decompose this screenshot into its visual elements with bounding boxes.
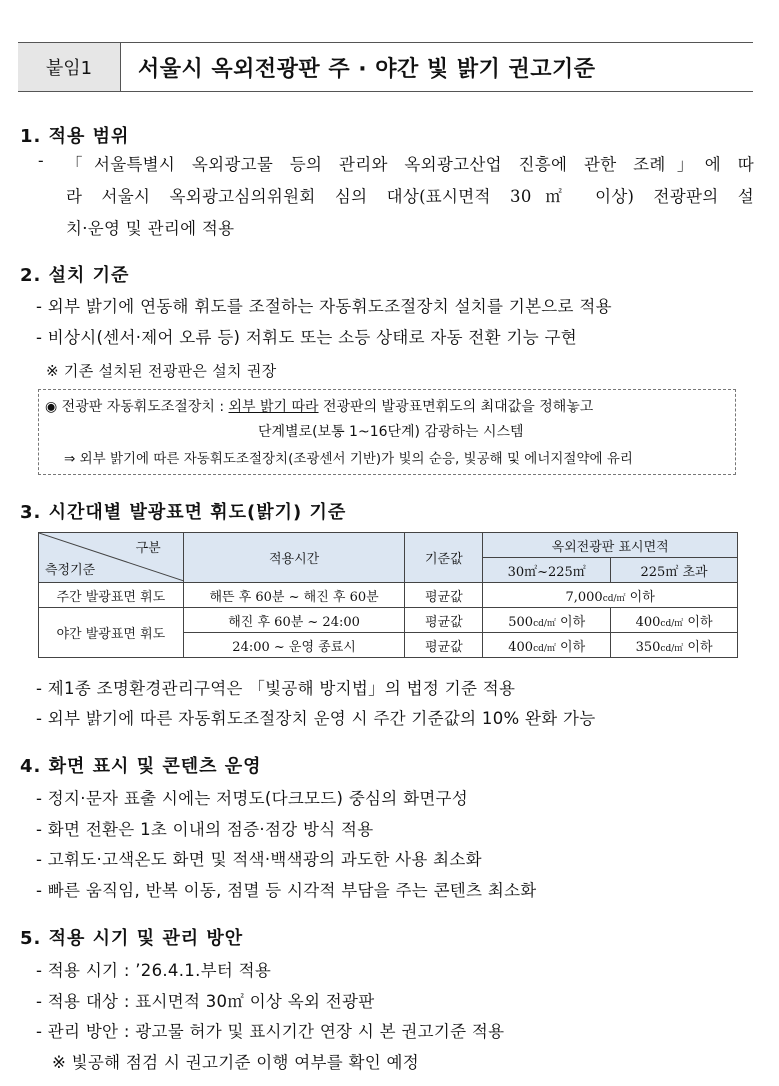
night-1-b-tail: 이하 bbox=[683, 614, 713, 630]
night-2-a-unit: cd/㎡ bbox=[533, 643, 556, 654]
section-4-item-2: - 화면 전환은 1초 이내의 점증·점강 방식 적용 bbox=[36, 820, 374, 839]
section-3-item-1: - 제1종 조명환경관리구역은 「빛공해 방지법」의 법정 기준 적용 bbox=[36, 679, 516, 698]
section-4-title: 4. 화면 표시 및 콘텐츠 운영 bbox=[20, 756, 262, 777]
section-3-item-2: - 외부 밝기에 따른 자동휘도조절장치 운영 시 주간 기준값의 10% 완화 가능 bbox=[36, 709, 596, 728]
night-1-a-number: 500 bbox=[508, 614, 534, 630]
section-5-note: ※ 빛공해 점검 시 권고기준 이행 여부를 확인 예정 bbox=[52, 1053, 420, 1072]
box-line-3: ⇒ 외부 밝기에 따른 자동휘도조절장치(조광센서 기반)가 빛의 순응, 빛공해 및 에너지절약에 유리 bbox=[64, 451, 633, 467]
box-line-2: 단계별로(보통 1~16단계) 감광하는 시스템 bbox=[258, 424, 524, 440]
section-5-item-3: - 관리 방안 : 광고물 허가 및 표시기간 연장 시 본 권고기준 적용 bbox=[36, 1022, 505, 1041]
attachment-tag: 붙임1 bbox=[18, 43, 121, 91]
row-night-2-ref: 평균값 bbox=[405, 633, 483, 658]
section-5-item-1: - 적용 시기 : ’26.4.1.부터 적용 bbox=[36, 961, 272, 980]
night-2-b-tail: 이하 bbox=[683, 639, 713, 655]
night-1-a-unit: cd/㎡ bbox=[533, 618, 556, 629]
day-value-number: 7,000 bbox=[565, 589, 603, 605]
row-night-1-value-a bbox=[483, 608, 611, 633]
row-night-2-value-b bbox=[611, 633, 738, 658]
row-night-1-ref: 평균값 bbox=[405, 608, 483, 633]
header-area-2: 225㎡ 초과 bbox=[611, 558, 738, 583]
row-day-label: 주간 발광표면 휘도 bbox=[39, 583, 184, 608]
night-1-b-unit: cd/㎡ bbox=[660, 618, 684, 629]
row-night-1-time: 해진 후 60분 ~ 24:00 bbox=[183, 608, 405, 633]
night-2-a-number: 400 bbox=[508, 639, 534, 655]
box-line-1-prefix: ◉ 전광판 자동휘도조절장치 : bbox=[45, 399, 229, 415]
day-value-unit: cd/㎡ bbox=[602, 593, 626, 604]
table-row bbox=[39, 608, 738, 633]
row-night-2-value-a bbox=[483, 633, 611, 658]
section-1-line-1: 「서울특별시 옥외광고물 등의 관리와 옥외광고산업 진흥에 관한 조례」에 따 bbox=[66, 155, 754, 174]
section-4-item-1: - 정지·문자 표출 시에는 저명도(다크모드) 중심의 화면구성 bbox=[36, 789, 469, 808]
box-line-1 bbox=[45, 396, 593, 416]
section-3-title: 3. 시간대별 발광표면 휘도(밝기) 기준 bbox=[20, 502, 347, 523]
document-header bbox=[18, 42, 753, 92]
table-header-row-1 bbox=[39, 533, 738, 558]
night-2-b-unit: cd/㎡ bbox=[660, 643, 684, 654]
row-day-time: 해뜬 후 60분 ~ 해진 후 60분 bbox=[183, 583, 405, 608]
box-line-1-underlined: 외부 밝기 따라 bbox=[228, 399, 319, 415]
row-night-label: 야간 발광표면 휘도 bbox=[39, 608, 184, 658]
row-night-1-value-b bbox=[611, 608, 738, 633]
night-1-b-number: 400 bbox=[635, 614, 661, 630]
night-1-a-tail: 이하 bbox=[555, 614, 586, 630]
header-apply-time: 적용시간 bbox=[183, 533, 405, 583]
night-2-b-number: 350 bbox=[635, 639, 661, 655]
night-2-a-tail: 이하 bbox=[555, 639, 586, 655]
section-1-line-3: 치·운영 및 관리에 적용 bbox=[66, 219, 235, 238]
section-2-note: ※ 기존 설치된 전광판은 설치 권장 bbox=[46, 362, 277, 380]
document-title: 서울시 옥외전광판 주 · 야간 빛 밝기 권고기준 bbox=[138, 56, 596, 82]
section-4-item-4: - 빠른 움직임, 반복 이동, 점멸 등 시각적 부담을 주는 콘텐츠 최소화 bbox=[36, 881, 537, 900]
section-5-item-2: - 적용 대상 : 표시면적 30㎡ 이상 옥외 전광판 bbox=[36, 992, 375, 1011]
section-2-item-1: - 외부 밝기에 연동해 휘도를 조절하는 자동휘도조절장치 설치를 기본으로 적용 bbox=[36, 297, 612, 316]
section-1-dash: - bbox=[38, 151, 44, 170]
day-value-tail: 이하 bbox=[625, 589, 655, 605]
row-day-ref: 평균값 bbox=[405, 583, 483, 608]
box-line-1-suffix: 전광판의 발광표면휘도의 최대값을 정해놓고 bbox=[318, 399, 594, 415]
row-night-2-time: 24:00 ~ 운영 종료시 bbox=[183, 633, 405, 658]
section-2-title: 2. 설치 기준 bbox=[20, 265, 130, 286]
section-1-line-2: 라 서울시 옥외광고심의위원회 심의 대상(표시면적 30㎡ 이상) 전광판의 설 bbox=[66, 187, 754, 206]
header-category: 구분 bbox=[135, 541, 161, 556]
brightness-standard-table bbox=[38, 532, 738, 658]
header-reference-value: 기준값 bbox=[405, 533, 483, 583]
section-4-item-3: - 고휘도·고색온도 화면 및 적색·백색광의 과도한 사용 최소화 bbox=[36, 850, 482, 869]
auto-brightness-info-box bbox=[38, 389, 736, 475]
section-5-title: 5. 적용 시기 및 관리 방안 bbox=[20, 928, 244, 949]
table-row bbox=[39, 583, 738, 608]
header-display-area: 옥외전광판 표시면적 bbox=[483, 533, 738, 558]
header-measure-basis: 측정기준 bbox=[45, 563, 96, 578]
table-header-diagonal-cell bbox=[39, 533, 184, 583]
section-2-item-2: - 비상시(센서·제어 오류 등) 저휘도 또는 소등 상태로 자동 전환 기능 구현 bbox=[36, 328, 577, 347]
header-area-1: 30㎡~225㎡ bbox=[483, 558, 611, 583]
row-day-value bbox=[483, 583, 738, 608]
section-1-title: 1. 적용 범위 bbox=[20, 126, 130, 147]
